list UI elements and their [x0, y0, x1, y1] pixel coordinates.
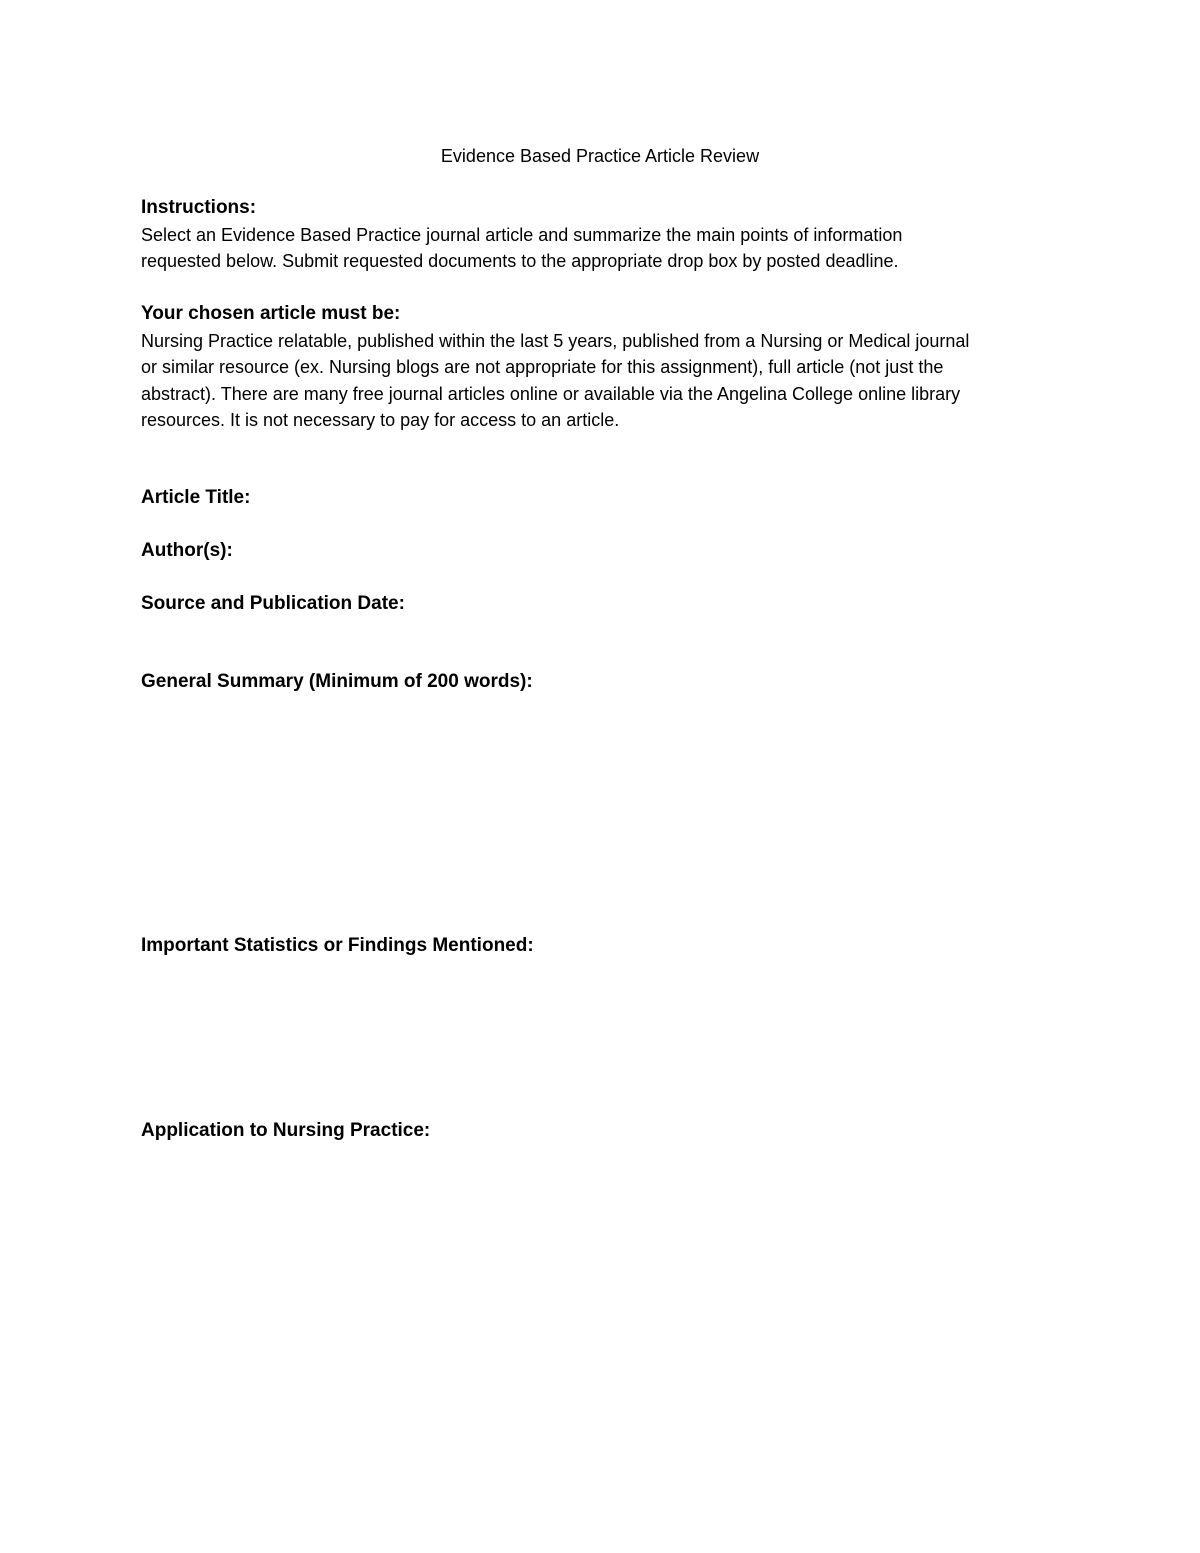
article-title-field-label: Article Title: — [141, 487, 251, 508]
instructions-line: Select an Evidence Based Practice journal article and summarize the main points of information — [141, 225, 903, 245]
requirements-heading: Your chosen article must be: — [141, 303, 401, 324]
requirements-line: abstract). There are many free journal articles online or available via the Angelina College online library — [141, 383, 961, 404]
requirements-text — [141, 328, 1071, 434]
requirements-line: Nursing Practice relatable, published within the last 5 years, published from a Nursing or Medical journal — [141, 331, 970, 351]
instructions-text — [141, 222, 1071, 275]
instructions-heading: Instructions: — [141, 197, 257, 218]
requirements-line: or similar resource (ex. Nursing blogs are not appropriate for this assignment), full article (not just the — [141, 357, 944, 378]
source-date-field-label: Source and Publication Date: — [141, 593, 405, 614]
document-title: Evidence Based Practice Article Review — [440, 146, 760, 166]
statistics-field-label: Important Statistics or Findings Mentioned: — [141, 935, 534, 956]
application-field-label: Application to Nursing Practice: — [141, 1120, 431, 1141]
requirements-line: resources. It is not necessary to pay for access to an article. — [141, 410, 620, 431]
instructions-line: requested below. Submit requested documents to the appropriate drop box by posted deadline. — [141, 251, 899, 272]
general-summary-field-label: General Summary (Minimum of 200 words): — [141, 671, 533, 692]
authors-field-label: Author(s): — [141, 540, 233, 561]
